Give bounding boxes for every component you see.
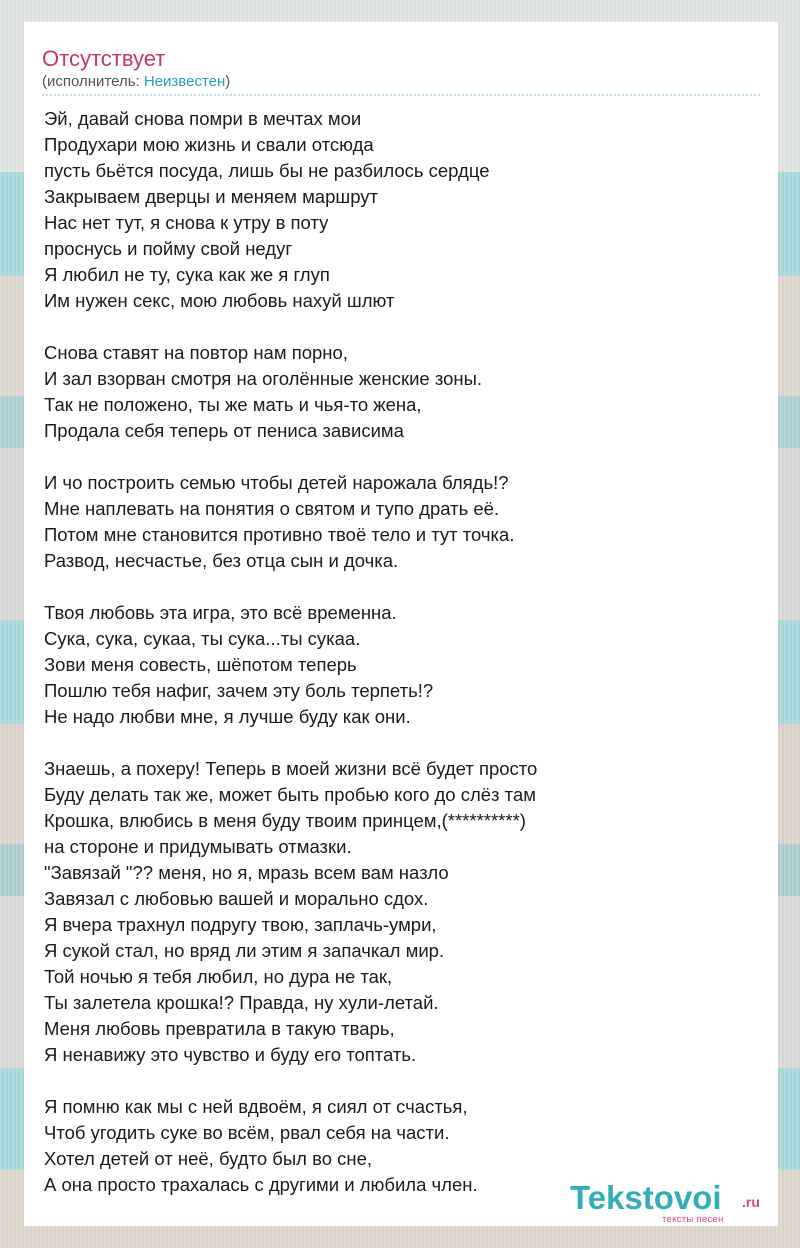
artist-link[interactable]: Неизвестен xyxy=(143,73,226,90)
artist-line xyxy=(42,73,230,91)
lyrics-card xyxy=(24,22,778,1226)
title-divider xyxy=(42,94,760,96)
lyrics-text: Эй, давай снова помри в мечтах мои Продухари мою жизнь и свали отсюда пусть бьётся посуда, лишь бы не разбилось сердце Закрываем дверцы и меняем маршрут Нас нет тут, я снова к утру в поту проснусь и пойму свой недуг Я любил не ту, сука как же я глуп Им нужен секс, мою любовь нахуй шлют Снова ставят на повтор нам порно, И зал взорван смотря на оголённые женские зоны. Так не положено, ты же мать и чья-то жена, Продала себя теперь от пениса зависима И чо построить семью чтобы детей нарожала блядь!? Мне наплевать на понятия о святом и тупо драть её. Потом мне становится противно твоё тело и тут точка. Развод, несчастье, без отца сын и дочка. Твоя любовь эта игра, это всё временна. Сука, сука, сукаа, ты сука...ты сукаа. Зови меня совесть, шёпотом теперь Пошлю тебя нафиг, зачем эту боль терпеть!? Не надо любви мне, я лучше буду как они. Знаешь, а похеру! Теперь в моей жизни всё будет просто Буду делать так же, может быть пробью кого до слёз там Крошка, влюбись в меня буду твоим принцем,(**********) на стороне и придумывать отмазки. "Завязай "?? меня, но я, мразь всем вам назло Завязал с любовью вашей и морально сдох. Я вчера трахнул подругу твою, заплачь-умри, Я сукой стал, но вряд ли этим я запачкал мир. Той ночью я тебя любил, но дура не так, Ты залетела крошка!? Правда, ну хули-летай. Меня любовь превратила в такую тварь, Я ненавижу это чувство и буду его топтать. Я помню как мы с ней вдвоём, я сиял от счастья, Чтоб угодить суке во всём, рвал себя на части. Хотел детей от неё, будто был во сне, А она просто трахалась с другими и любила член. xyxy=(44,108,538,1195)
logo-domain: .ru xyxy=(742,1194,760,1210)
logo-wordmark: Tekstovoi xyxy=(570,1179,722,1216)
logo-tagline: тексты песен xyxy=(662,1214,724,1225)
artist-prefix: (исполнитель: xyxy=(42,73,144,90)
site-logo[interactable] xyxy=(570,1180,780,1226)
artist-suffix: ) xyxy=(225,73,231,90)
song-title: Отсутствует xyxy=(42,46,166,71)
